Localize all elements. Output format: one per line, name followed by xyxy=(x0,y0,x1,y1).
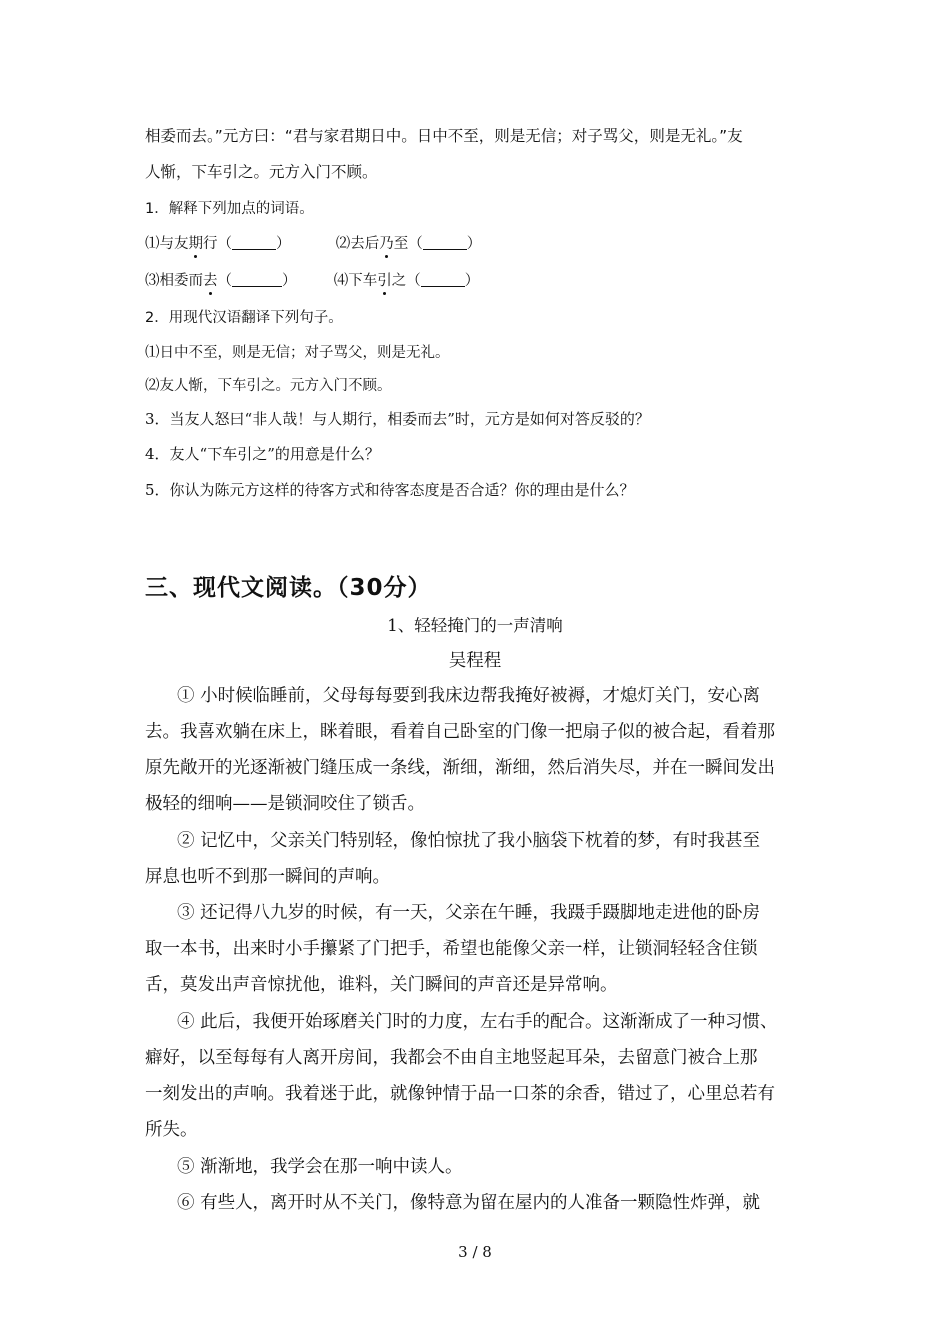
article-line: ③ 还记得八九岁的时候，有一天，父亲在午睡，我蹑手蹑脚地走进他的卧房 xyxy=(177,903,761,923)
article-line: 取一本书，出来时小手攥紧了门把手，希望也能像父亲一样，让锁洞轻轻含住锁 xyxy=(145,939,758,959)
article-line: 所失。 xyxy=(145,1120,198,1140)
article-line: 一刻发出的声响。我着迷于此，就像钟情于品一口茶的余香，错过了，心里总若有 xyxy=(145,1084,775,1104)
answer-blank-3[interactable] xyxy=(232,272,282,288)
dotted-char: 乃 xyxy=(379,232,394,253)
question-2-sentence-1: ⑴日中不至，则是无信；对子骂父，则是无礼。 xyxy=(145,345,450,361)
q1-item-1: ⑴与友期行（ ） xyxy=(145,236,291,252)
question-1-row-1 xyxy=(145,232,481,253)
article-line: ① 小时候临睡前，父母每每要到我床边帮我掩好被褥，才熄灯关门，安心离 xyxy=(177,686,761,706)
dotted-char: 期 xyxy=(189,232,204,253)
article-line: 癖好，以至每每有人离开房间，我都会不由自主地竖起耳朵，去留意门被合上那 xyxy=(145,1048,758,1068)
question-1-label: 1．解释下列加点的词语。 xyxy=(145,201,314,217)
article-line: ② 记忆中，父亲关门特别轻，像怕惊扰了我小脑袋下枕着的梦，有时我甚至 xyxy=(177,831,761,851)
article-line: ⑥ 有些人，离开时从不关门，像特意为留在屋内的人准备一颗隐性炸弹，就 xyxy=(177,1193,761,1213)
article-line: 屏息也听不到那一瞬间的声响。 xyxy=(145,867,390,887)
answer-blank-1[interactable] xyxy=(232,235,276,251)
question-3: 3．当友人怒曰“非人哉！与人期行，相委而去”时，元方是如何对答反驳的？ xyxy=(145,410,650,428)
article-line: ④ 此后，我便开始琢磨关门时的力度，左右手的配合。这渐渐成了一种习惯、 xyxy=(177,1012,778,1032)
section-heading: 三、现代文阅读。（30分） xyxy=(145,575,432,601)
q1-item-2: ⑵去后乃至（ ） xyxy=(336,236,482,252)
article-line: 舌，莫发出声音惊扰他，谁料，关门瞬间的声音还是异常响。 xyxy=(145,975,618,995)
article-author: 吴程程 xyxy=(448,651,502,671)
answer-blank-2[interactable] xyxy=(423,235,467,251)
q1-item-4: ⑷下车引之（ ） xyxy=(334,273,480,289)
article-line: ⑤ 渐渐地，我学会在那一响中读人。 xyxy=(177,1157,463,1177)
q1-item-3: ⑶相委而去（ ） xyxy=(145,273,297,289)
question-1-row-2 xyxy=(145,269,479,290)
passage-line-2: 人惭，下车引之。元方入门不顾。 xyxy=(145,163,378,181)
passage-line-1: 相委而去。”元方曰：“君与家君期日中。日中不至，则是无信；对子骂父，则是无礼。”友 xyxy=(145,127,743,145)
question-5: 5．你认为陈元方这样的待客方式和待客态度是否合适？你的理由是什么？ xyxy=(145,481,635,499)
question-2-label: 2．用现代汉语翻译下列句子。 xyxy=(145,310,343,326)
article-title: 1、轻轻掩门的一声清响 xyxy=(387,616,563,635)
dotted-char: 去 xyxy=(203,269,218,290)
question-4: 4．友人“下车引之”的用意是什么？ xyxy=(145,445,380,463)
page-number: 3 / 8 xyxy=(458,1243,492,1261)
article-line: 去。我喜欢躺在床上，眯着眼，看着自己卧室的门像一把扇子似的被合起，看着那 xyxy=(145,722,775,742)
question-2-sentence-2: ⑵友人惭，下车引之。元方入门不顾。 xyxy=(145,378,392,394)
answer-blank-4[interactable] xyxy=(421,272,465,288)
article-line: 极轻的细响——是锁洞咬住了锁舌。 xyxy=(145,794,425,814)
dotted-char: 引 xyxy=(377,269,392,290)
article-line: 原先敞开的光逐渐被门缝压成一条线，渐细，渐细，然后消失尽，并在一瞬间发出 xyxy=(145,758,775,778)
